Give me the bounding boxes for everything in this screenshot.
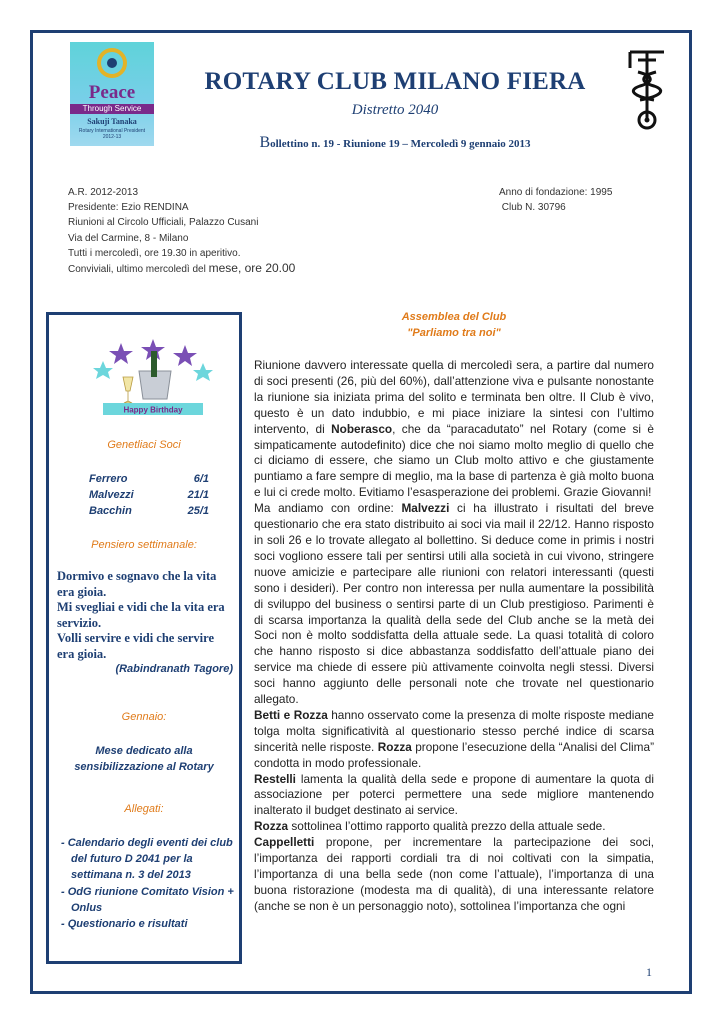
article-paragraph: Ma andiamo con ordine: Malvezzi ci ha illustrato i risultati del breve questionario che era stato distribuito ai soci via mail il 22/12. Hanno risposto in soli 26 e lo trovate allegato al bollettino. Si deduce come in primis i nostri soci vogliono essere tali per sentirsi utili alla società in cui vivono, stringere nuove amicizie e partecipare alle riunioni con relatori interessanti (questi sono i desideri). Per contro non interessa per nulla aumentare la possibilità di sviluppo del business o sentirsi parte di un Club prestigioso. Parimenti è di scarsa importanza la qualità della sede del Club anche se la metà dei Soci non è molto soddisfatta della attuale sede. La quasi totalità di coloro che hanno risposto si dice abbastanza soddisfatto dell’attuale piano dei service ma chiede di essere più attivamente coinvolta negli stessi. Diversi soci hanno aggiunto delle personali note che trovate nel questionario allegato. bbox=[254, 501, 654, 707]
allegati-title: Allegati: bbox=[124, 803, 164, 815]
peace-through-service-logo bbox=[70, 42, 154, 146]
page-title: ROTARY CLUB MILANO FIERA bbox=[204, 68, 586, 95]
birthday-banner-text: Happy Birthday bbox=[123, 405, 183, 415]
birthday-champagne-icon bbox=[93, 337, 213, 417]
club-info-line: Riunioni al Circolo Ufficiali, Palazzo Cusani bbox=[68, 217, 259, 229]
club-info-line: Tutti i mercoledì, ore 19.30 in aperitivo. bbox=[68, 247, 241, 259]
club-number: Club N. 30796 bbox=[499, 202, 566, 214]
club-info-line: Presidente: Ezio RENDINA bbox=[68, 202, 189, 214]
club-info-line: Via del Carmine, 8 - Milano bbox=[68, 232, 189, 244]
article-subheading: "Parliamo tra noi" bbox=[407, 327, 501, 339]
logo-peace-text: Peace bbox=[88, 82, 136, 103]
logo-through-service-text: Through Service bbox=[70, 104, 154, 114]
list-item: - Questionario e risultati bbox=[61, 918, 188, 931]
logo-president-role: Rotary International President 2012-13 bbox=[78, 128, 146, 140]
article-paragraph: Restelli lamenta la qualità della sede e propone di aumentare la quota di associazione per poterci permettere una sede migliore mantenendo inalterato il budget destinato ai service. bbox=[254, 771, 654, 818]
list-item: Malvezzi 21/1 bbox=[89, 489, 209, 501]
quote-author: (Rabindranath Tagore) bbox=[115, 663, 233, 675]
list-item: Bacchin 25/1 bbox=[89, 505, 209, 517]
gennaio-text: Mese dedicato alla sensibilizzazione al Rotary bbox=[74, 745, 214, 773]
pensiero-title: Pensiero settimanale: bbox=[91, 539, 197, 551]
article-heading: Assemblea del Club "Parliamo tra noi" bbox=[254, 309, 654, 341]
article-paragraph: Rozza sottolinea l’ottimo rapporto qualità prezzo della attuale sede. bbox=[254, 819, 606, 834]
genetliaci-title: Genetliaci Soci bbox=[107, 439, 181, 451]
foundation-year: Anno di fondazione: 1995 bbox=[499, 187, 613, 198]
article-paragraph: Betti e Rozza hanno osservato come la presenza di molte risposte mediane tolga molta significatività al questionario stesso perché indice di scarsa sincerità nelle risposte. Rozza propone l’esecuzione della “Analisi del Clima” condotta in modo professionale. bbox=[254, 707, 654, 770]
club-info-right bbox=[499, 185, 612, 215]
list-item: - Calendario degli eventi dei club del futuro D 2041 per la settimana n. 3 del 2013 bbox=[61, 837, 233, 882]
bulletin-line: Bollettino n. 19 - Riunione 19 – Mercoledì 9 gennaio 2013 bbox=[259, 134, 531, 151]
gennaio-title: Gennaio: bbox=[121, 711, 167, 723]
sidebar-box bbox=[46, 312, 242, 964]
page-number: 1 bbox=[646, 965, 652, 979]
allegati-list bbox=[57, 835, 237, 932]
birthday-list bbox=[89, 471, 209, 519]
article-body bbox=[254, 358, 654, 915]
club-info-left bbox=[68, 185, 295, 277]
rotary-wheel-icon bbox=[97, 48, 127, 78]
weekly-quote: Dormivo e sognavo che la vita era gioia. Mi svegliai e vidi che la vita era servizio. Volli servire e vidi che servire era gioia. (Rabindranath Tagore) bbox=[57, 569, 233, 678]
district-emblem-icon bbox=[624, 46, 670, 130]
club-info-line: Conviviali, ultimo mercoledì del mese, ore 20.00 bbox=[68, 261, 296, 276]
article-paragraph: Riunione davvero interessate quella di mercoledì sera, a partire dal numero di soci presenti (26, più del 60%), dall’attenzione viva e pulsante nonostante la riunione sia iniziata prima del solito e terminata ben oltre. Il Club è vivo, questo è un dato indubbio, e mi piace iniziare la sintesi con l’ultimo intervento, di Noberasco, che da “paracadutato” nel Rotary (come si è simpaticamente autodefinito) dice che noi siamo molto meglio di quello che ci diciamo di essere, che siamo un Club molto attivo e che giustamente puntiamo a fare sempre di meglio, ma la base di partenza è già molto buona e lui ci crede molto. Evitiamo l’esasperazione dei problemi. Grazie Giovanni! bbox=[254, 358, 654, 500]
article-paragraph: Cappelletti propone, per incrementare la partecipazione dei soci, l’importanza dei rapporti cordiali tra di noi coltivati con la simpatia, l’importanza di una bella sede (non come l’attuale), l’importanza di una buona ristorazione (modesta ma di qualità), di una interessante relatore (anche se non è un personaggio noto), sottolinea l’importanza che ogni bbox=[254, 835, 654, 913]
district-label: Distretto 2040 bbox=[351, 102, 439, 118]
list-item: Ferrero 6/1 bbox=[89, 473, 209, 485]
list-item: - OdG riunione Comitato Vision + Onlus bbox=[61, 885, 234, 914]
logo-president-name: Sakuji Tanaka bbox=[87, 117, 137, 126]
club-info-line: A.R. 2012-2013 bbox=[68, 187, 139, 198]
